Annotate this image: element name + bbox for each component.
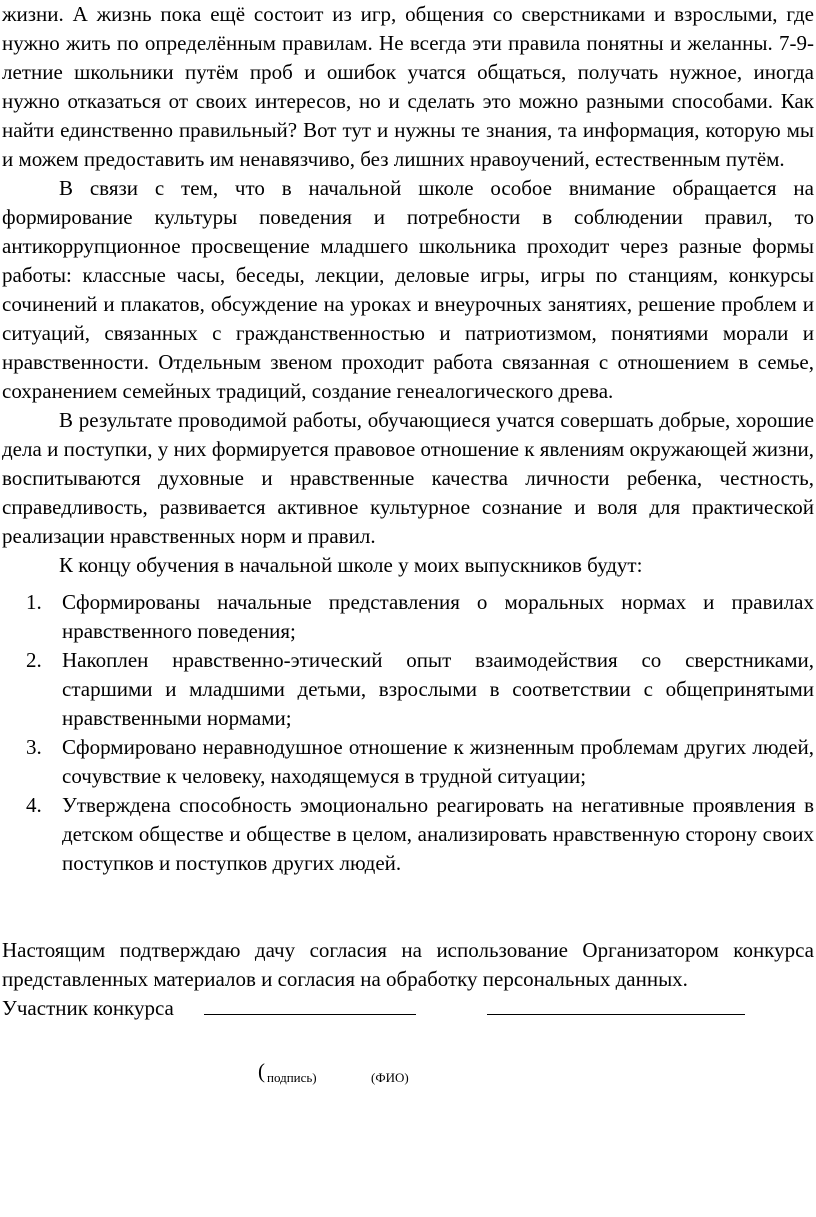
paragraph-intro-continued: жизни. А жизнь пока ещё состоит из игр, общения со сверстниками и взрослыми, где нужно жить по определённым правилам. Не всегда эти правила понятны и желанны. 7-9- летние школьники путём проб и ошибок учатся общаться, получать нужное, иногда нужно отказаться от своих интересов, но и сделать это можно разными способами. Как найти единственно правильный? Вот тут и нужны те знания, та информация, которую мы и можем предоставить им ненавязчиво, без лишних нравоучений, естественным путём. [2,2,814,171]
signature-blank[interactable] [204,1014,416,1015]
outcome-text: Сформировано неравнодушное отношение к жизненным проблемам других людей, сочувствие к человеку, находящемуся в трудной ситуации; [62,735,814,788]
outcome-text: Сформированы начальные представления о моральных нормах и правилах нравственного поведения; [62,590,814,643]
outcome-number: 1. [26,590,42,614]
paragraph-outcomes-lead: К концу обучения в начальной школе у моих выпускников будут: [59,553,643,577]
outcomes-list [2,588,814,878]
outcome-item [2,588,814,646]
document-page [2,0,814,1097]
fio-caption: (ФИО) [371,1070,409,1085]
paragraph-anticorruption-education: В связи с тем, что в начальной школе особое внимание обращается на формирование культуры поведения и потребности в соблюдении правил, то антикоррупционное просвещение младшего школьника проходит через разные формы работы: классные часы, беседы, лекции, деловые игры, игры по станциям, конкурсы сочинений и плакатов, обсуждение на уроках и внеурочных занятиях, решение проблем и ситуаций, связанных с гражданственностью и патриотизмом, понятиями морали и нравственности. Отдельным звеном проходит работа связанная с отношением в семье, сохранением семейных традиций, создание генеалогического древа. [2,176,814,403]
signature-line [2,994,814,1023]
signature-captions [2,1057,814,1097]
consent-statement: Настоящим подтверждаю дачу согласия на использование Организатором конкурса представленных материалов и согласия на обработку персональных данных. [2,938,814,991]
paragraph-results: В результате проводимой работы, обучающиеся учатся совершать добрые, хорошие дела и поступки, у них формируется правовое отношение к явлениям окружающей жизни, воспитываются духовные и нравственные качества личности ребенка, честность, справедливость, развивается активное культурное сознание и воля для практической реализации нравственных норм и правил. [2,408,814,548]
outcome-text: Утверждена способность эмоционально реагировать на негативные проявления в детском обществе и обществе в целом, анализировать нравственную сторону своих поступков и поступков других людей. [62,793,814,875]
outcome-number: 4. [26,793,42,817]
participant-label: Участник конкурса [2,996,174,1020]
caption-open-paren: ( [258,1059,265,1083]
outcome-item [2,646,814,733]
outcome-item [2,733,814,791]
full-name-blank[interactable] [487,1014,745,1015]
outcome-number: 2. [26,648,42,672]
outcome-text: Накоплен нравственно-этический опыт взаимодействия со сверстниками, старшими и младшими детьми, взрослыми в соответствии с общепринятыми нравственными нормами; [62,648,814,730]
signature-caption: подпись) [267,1070,317,1085]
outcome-item [2,791,814,878]
outcome-number: 3. [26,735,42,759]
